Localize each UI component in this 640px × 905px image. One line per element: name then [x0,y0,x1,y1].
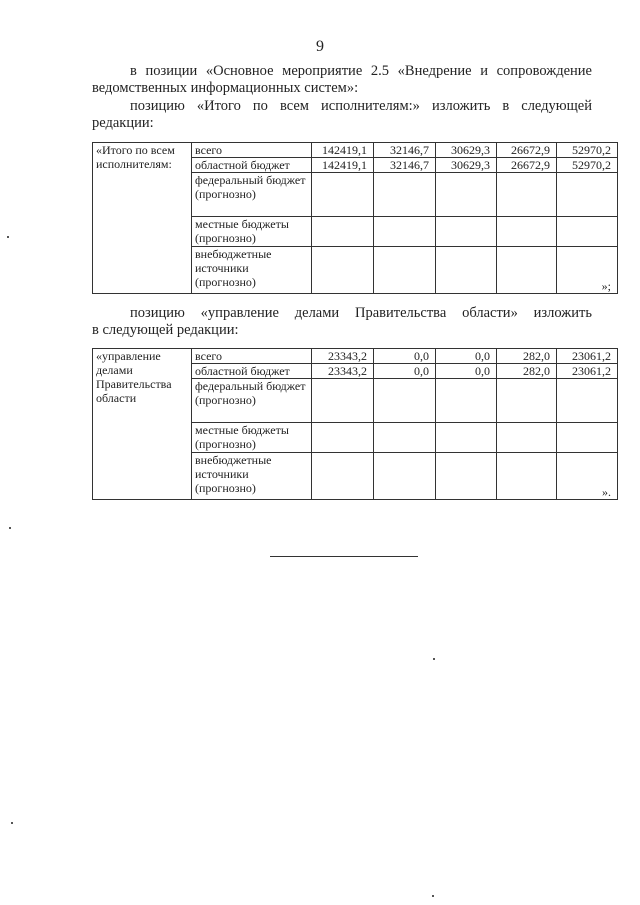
value-cell [312,247,374,294]
value-cell: 23061,2 [557,349,618,364]
paragraph-line: ведомственных информационных систем»: [92,80,359,96]
value-cell [557,217,618,247]
value-cell [557,247,618,294]
value-cell [557,379,618,423]
budget-table-government [92,348,618,500]
paragraph-position-activity [92,63,592,97]
value-cell: 30629,3 [436,143,497,158]
value-cell [374,379,436,423]
row-label: федеральный бюджет (прогнозно) [192,379,312,423]
closing-quote: »; [601,279,611,293]
paragraph-line: в позиции «Основное мероприятие 2.5 «Внедрение и сопровождение [130,63,592,79]
row-label: федеральный бюджет (прогнозно) [192,173,312,217]
value-cell [497,173,557,217]
value-cell [312,173,374,217]
value-cell [436,423,497,453]
paragraph-line: в следующей редакции: [92,322,239,338]
value-cell: 23343,2 [312,349,374,364]
page-number: 9 [316,38,324,55]
value-cell [497,423,557,453]
scan-speck [9,527,11,529]
value-cell [436,247,497,294]
row-label: всего [192,349,312,364]
value-cell: 282,0 [497,349,557,364]
value-cell [374,173,436,217]
row-label: внебюджетные источники (прогнозно) [192,247,312,294]
scan-speck [11,822,13,824]
budget-table-total [92,142,618,294]
value-cell [436,379,497,423]
value-cell [374,247,436,294]
value-cell: 282,0 [497,364,557,379]
value-cell: 23061,2 [557,364,618,379]
value-cell: 26672,9 [497,143,557,158]
row-label: местные бюджеты (прогнозно) [192,217,312,247]
value-cell [497,247,557,294]
value-cell: 0,0 [374,364,436,379]
value-cell: 26672,9 [497,158,557,173]
value-cell [557,423,618,453]
entity-cell: «управление делами Правительства области [93,349,192,500]
value-cell [557,173,618,217]
paragraph-government-position [92,305,592,339]
value-cell: 52970,2 [557,143,618,158]
row-label: местные бюджеты (прогнозно) [192,423,312,453]
signature-divider-line [270,556,418,557]
value-cell: 0,0 [436,349,497,364]
paragraph-total-position [92,98,592,132]
value-cell [312,217,374,247]
paragraph-line: позицию «Итого по всем исполнителям:» изложить в следующей [130,98,592,114]
value-cell: 142419,1 [312,143,374,158]
value-cell [497,217,557,247]
scan-speck [7,236,9,238]
value-cell [312,453,374,500]
value-cell [436,173,497,217]
value-cell [374,423,436,453]
value-cell: 142419,1 [312,158,374,173]
value-cell: 30629,3 [436,158,497,173]
value-cell: 0,0 [374,349,436,364]
entity-cell: «Итого по всем исполнителям: [93,143,192,294]
value-cell [436,453,497,500]
value-cell: 23343,2 [312,364,374,379]
closing-quote: ». [602,485,611,499]
value-cell [312,379,374,423]
value-cell: 52970,2 [557,158,618,173]
value-cell: 0,0 [436,364,497,379]
value-cell: 32146,7 [374,143,436,158]
row-label: всего [192,143,312,158]
value-cell [497,379,557,423]
value-cell [497,453,557,500]
paragraph-line: редакции: [92,115,154,131]
value-cell [312,423,374,453]
value-cell [374,453,436,500]
value-cell: 32146,7 [374,158,436,173]
scan-speck [432,895,434,897]
row-label: внебюджетные источники (прогнозно) [192,453,312,500]
scan-speck [433,658,435,660]
paragraph-line: позицию «управление делами Правительства области» изложить [130,305,592,321]
value-cell [436,217,497,247]
row-label: областной бюджет [192,158,312,173]
row-label: областной бюджет [192,364,312,379]
value-cell [374,217,436,247]
value-cell [557,453,618,500]
